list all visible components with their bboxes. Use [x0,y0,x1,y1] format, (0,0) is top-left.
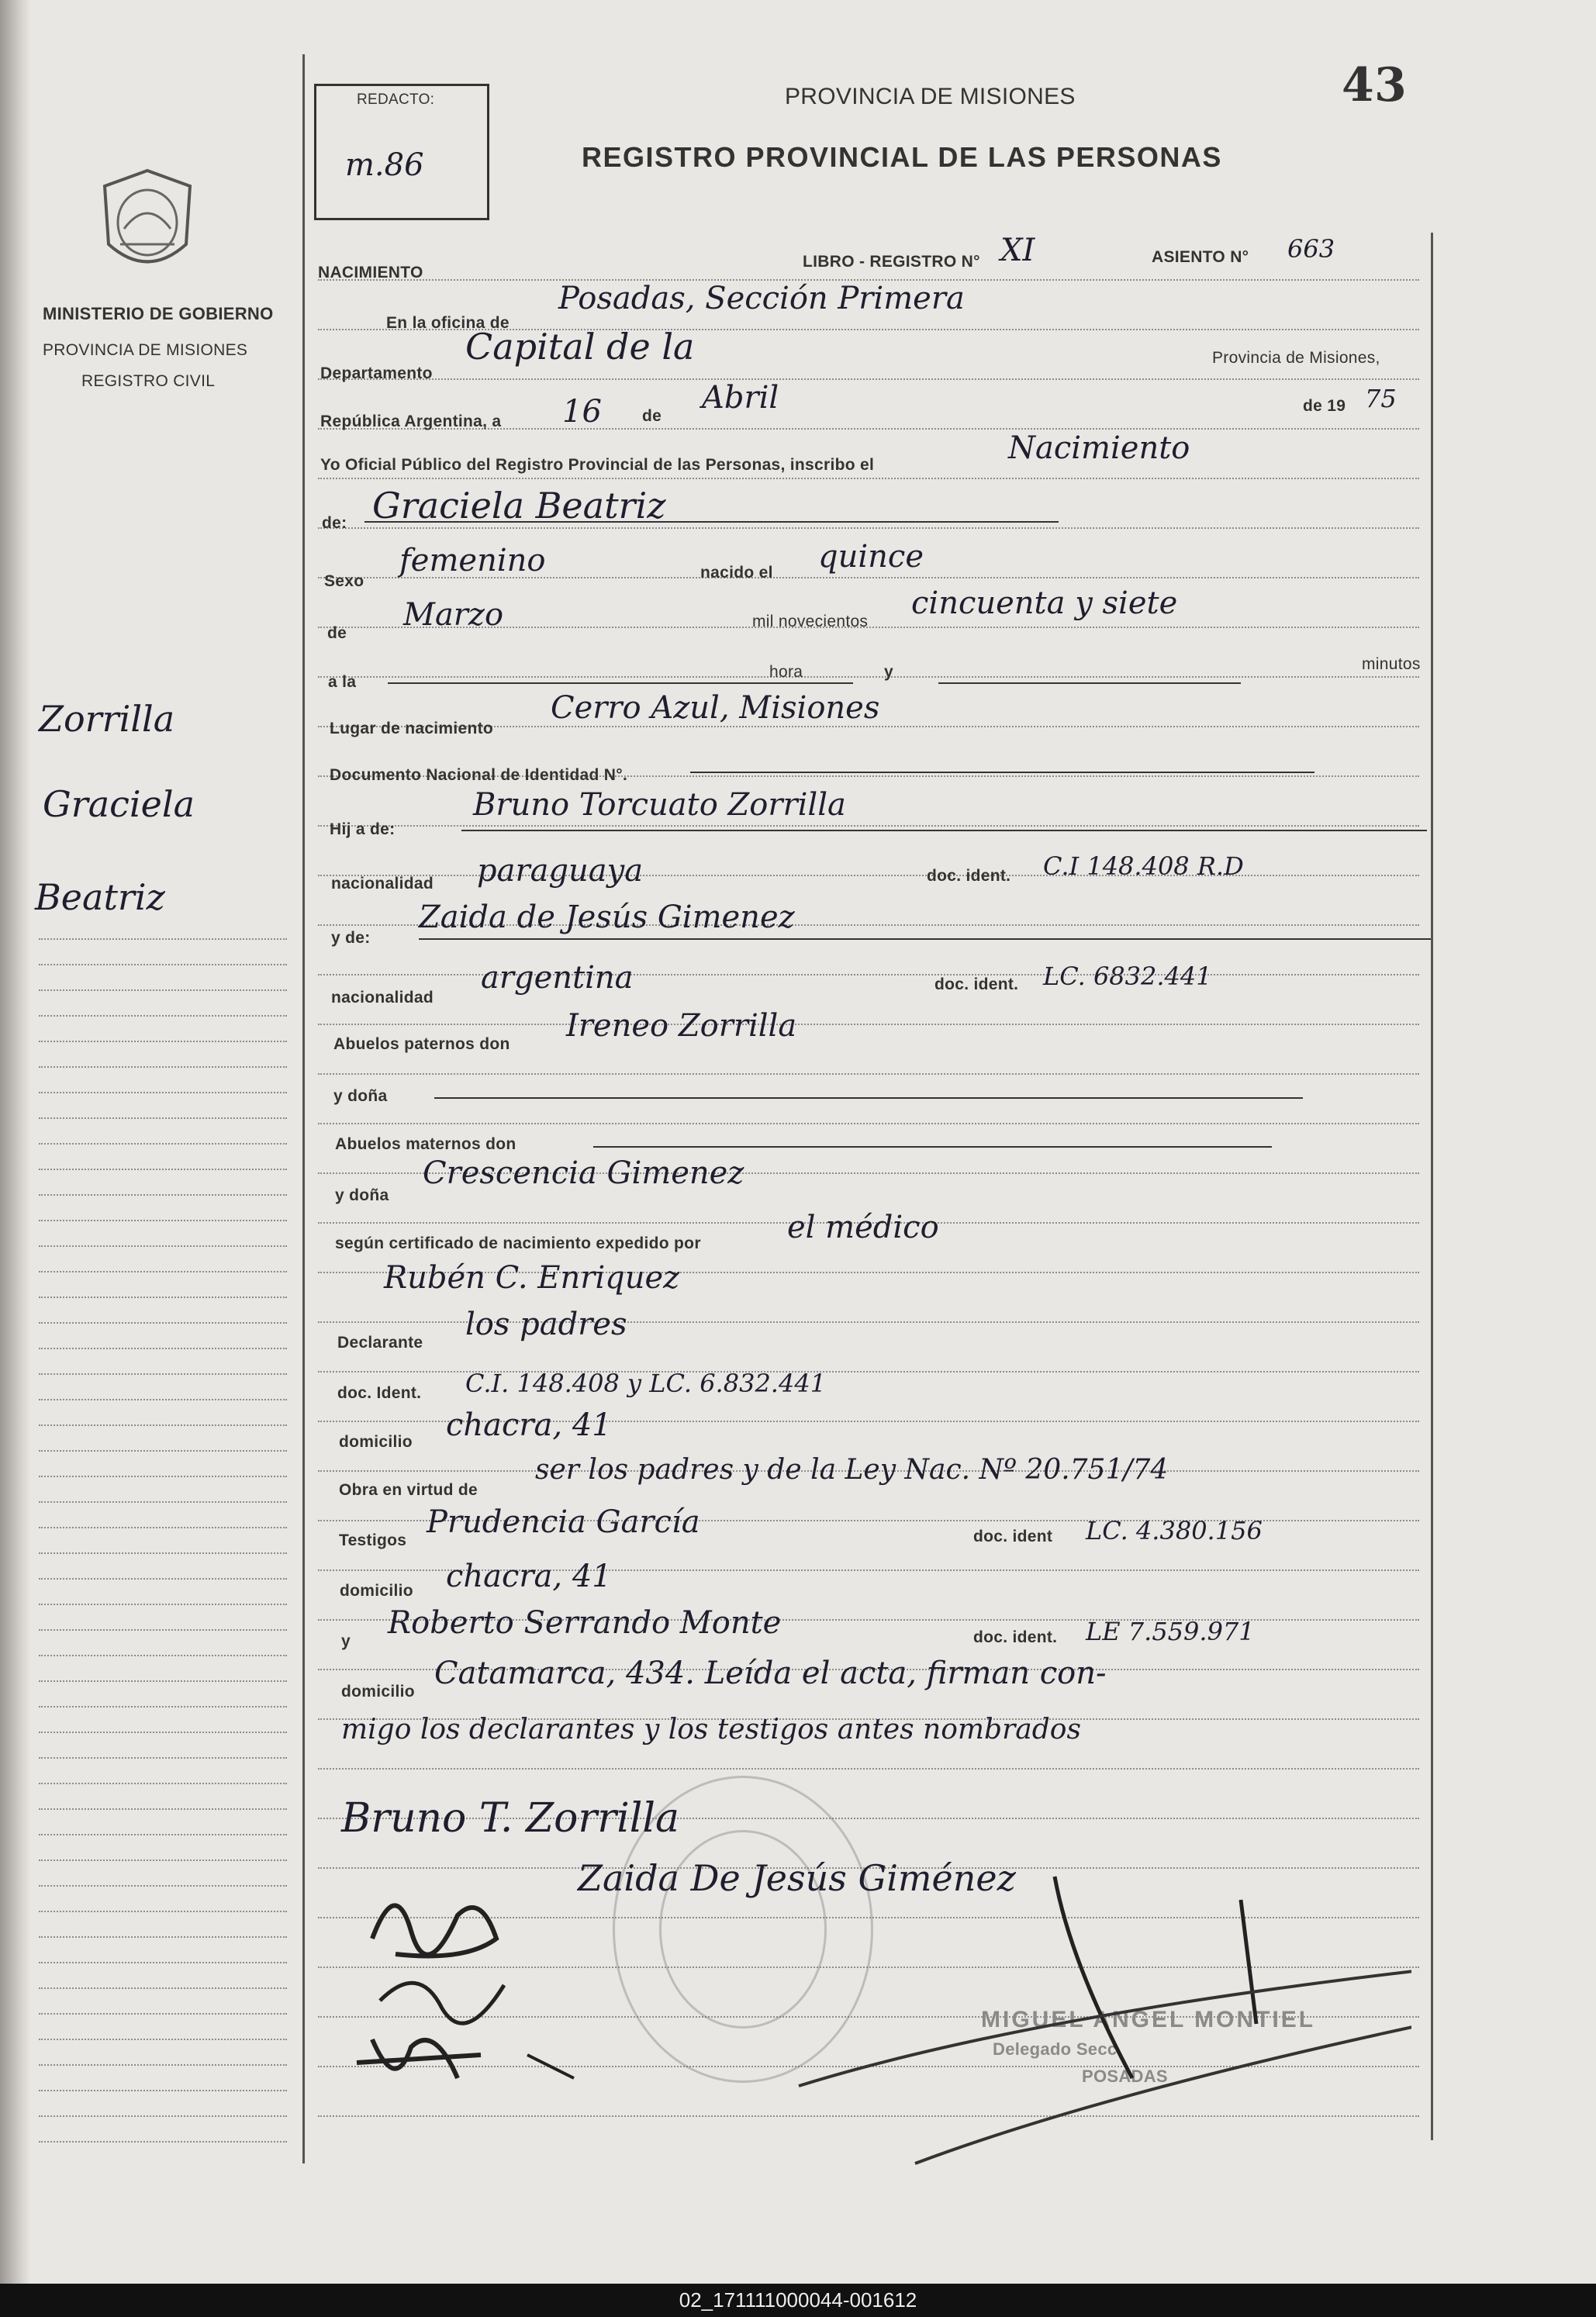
margin-ruled-line [39,1092,287,1093]
segun-label: según certificado de nacimiento expedido por [335,1234,701,1252]
doc-ident-decl-label: doc. Ident. [337,1384,422,1402]
margin-ruled-line [39,1655,287,1656]
margin-ruled-line [39,1578,287,1580]
margin-ruled-line [39,2141,287,2143]
margin-ruled-line [39,1117,287,1119]
departamento-label: Departamento [320,364,433,382]
nacido-label: nacido el [700,564,773,582]
nacionalidad-padre-label: nacionalidad [331,875,434,893]
minutos-label: minutos [1362,655,1421,673]
form-ruled-line [318,1073,1419,1075]
margin-ruled-line [39,1732,287,1733]
hora-label: hora [769,663,803,681]
signature-witness-scribbles [326,1846,1411,2171]
margin-ruled-line [39,1220,287,1221]
mes-nac-value: Marzo [403,597,504,633]
signature-mother: Zaida De Jesús Giménez [578,1857,1016,1899]
margin-ruled-line [39,1245,287,1247]
ministry-registry: REGISTRO CIVIL [81,372,216,390]
field-underline [938,682,1241,684]
margin-ruled-line [39,1859,287,1861]
form-ruled-line [318,378,1419,380]
form-ruled-line [318,1123,1419,1124]
segun-value: el médico [787,1210,939,1245]
obra-value: ser los padres y de la Ley Nac. Nº 20.751/74 [535,1454,1169,1486]
margin-ruled-line [39,1424,287,1426]
form-ruled-line [318,527,1419,529]
domicilio-label: domicilio [339,1433,413,1451]
medico-value: Rubén C. Enriquez [384,1260,680,1296]
margin-ruled-line [39,964,287,965]
margin-ruled-line [39,989,287,991]
margin-ruled-line [39,1297,287,1298]
sexo-value: femenino [399,543,546,578]
margin-ruled-line [39,1808,287,1810]
doc-ident-padre-label: doc. ident. [927,867,1011,885]
ministry-province: PROVINCIA DE MISIONES [43,341,248,359]
margin-ruled-line [39,1885,287,1887]
testigos-label: Testigos [339,1531,407,1549]
stamp-role: Delegado Secc. [993,2039,1122,2059]
departamento-value: Capital de la [465,326,695,368]
domicilio-t2-label: domicilio [341,1683,415,1701]
margin-ruled-line [39,1527,287,1528]
domicilio-value: chacra, 41 [446,1407,612,1443]
nacionalidad-madre-label: nacionalidad [331,989,434,1007]
nombre-label: de: [322,514,347,532]
stamp-city: POSADAS [1082,2067,1168,2086]
form-ruled-line [318,478,1419,479]
documento-label: Documento Nacional de Identidad N°. [330,766,628,784]
oficina-label: En la oficina de [386,314,510,332]
provincia-label: Provincia de Misiones, [1212,349,1380,367]
mil-label: mil novecientos [752,613,869,630]
margin-ruled-line [39,2090,287,2091]
libro-value: XI [1000,233,1035,268]
y-dona-label: y doña [333,1087,388,1105]
cierre-value: migo los declarantes y los testigos antes nombrados [341,1714,1081,1746]
nacido-value: quince [818,539,924,575]
nombre-value: Graciela Beatriz [372,485,666,527]
declarante-label: Declarante [337,1334,423,1352]
doc-t1-value: LC. 4.380.156 [1086,1516,1263,1545]
field-underline [434,1097,1303,1099]
abuelo-paterno-value: Ireneo Zorrilla [566,1008,797,1044]
y2-label: y [341,1632,351,1650]
declarante-value: los padres [465,1307,627,1342]
margin-ruled-line [39,1783,287,1784]
doc-padre-value: C.I 148.408 R.D [1043,851,1244,881]
field-underline [690,772,1314,773]
testigo1-value: Prudencia García [427,1504,700,1540]
margin-ruled-line [39,2064,287,2066]
margin-ruled-line [39,1936,287,1938]
margin-ruled-line [39,2115,287,2117]
margin-ruled-line [39,1373,287,1375]
de2-label: de [327,624,347,642]
domicilio-t1-value: chacra, 41 [446,1559,612,1594]
margin-ruled-line [39,1271,287,1272]
margin-ruled-line [39,1962,287,1963]
ministry-title: MINISTERIO DE GOBIERNO [43,304,274,323]
abuelos-maternos-label: Abuelos maternos don [335,1135,516,1153]
abuelos-paternos-label: Abuelos paternos don [333,1035,510,1053]
nac-madre-value: argentina [481,960,634,996]
margin-ruled-line [39,1911,287,1912]
y-dona-materna-label: y doña [335,1186,389,1204]
margin-ruled-line [39,1757,287,1759]
redacto-initials: m.86 [345,147,424,183]
margin-ruled-line [39,1552,287,1554]
margin-ruled-line [39,2013,287,2015]
padre-value: Bruno Torcuato Zorrilla [473,787,846,823]
a-la-label: a la [328,673,357,691]
field-underline [593,1146,1272,1148]
y-label: y [884,663,893,681]
nac-padre-value: paraguaya [477,853,644,889]
margin-ruled-line [39,1987,287,1989]
domicilio-t2-value: Catamarca, 434. Leída el acta, firman con- [434,1656,1107,1691]
asiento-value: 663 [1287,234,1335,264]
doc-decl-value: C.I. 148.408 y LC. 6.832.441 [465,1369,827,1398]
domicilio-t1-label: domicilio [340,1582,413,1600]
de-anio-label: de 19 [1303,397,1346,415]
margin-ruled-line [39,938,287,940]
doc-madre-value: LC. 6832.441 [1043,962,1212,991]
lugar-label: Lugar de nacimiento [330,720,494,737]
obra-label: Obra en virtud de [339,1481,478,1499]
margin-ruled-line [39,1399,287,1400]
margin-ruled-line [39,1476,287,1477]
signature-father: Bruno T. Zorrilla [341,1795,680,1842]
margin-ruled-line [39,1450,287,1452]
scan-id-footer: 02_171111000044-001612 [0,2284,1596,2317]
asiento-label: ASIENTO N° [1152,248,1249,266]
form-ruled-line [318,676,1419,678]
margin-ruled-line [39,1322,287,1324]
nacimiento-label: NACIMIENTO [318,264,423,281]
margin-surname: Zorrilla [39,698,175,740]
republica-label: República Argentina, a [320,413,502,430]
mes-value: Abril [702,380,779,416]
libro-label: LIBRO - REGISTRO N° [803,253,980,271]
field-underline [388,682,853,684]
dia-value: 16 [562,394,602,430]
province-heading: PROVINCIA DE MISIONES [785,84,1076,109]
doc-ident-t1-label: doc. ident [973,1528,1053,1545]
oficial-label: Yo Oficial Público del Registro Provincial de las Personas, inscribo el [320,456,875,474]
margin-ruled-line [39,1066,287,1068]
mil-value: cincuenta y siete [911,585,1178,621]
margin-ruled-line [39,1015,287,1017]
margin-ruled-line [39,1680,287,1682]
hija-label: Hij a de: [330,820,396,838]
margin-ruled-line [39,1604,287,1605]
field-underline [419,938,1431,940]
lugar-value: Cerro Azul, Misiones [551,690,880,726]
margin-first-name: Graciela [43,783,195,825]
abuela-materna-value: Crescencia Gimenez [423,1155,744,1191]
doc-ident-t2-label: doc. ident. [973,1628,1058,1646]
registry-title: REGISTRO PROVINCIAL DE LAS PERSONAS [582,141,1222,173]
margin-ruled-line [39,1706,287,1708]
margin-ruled-line [39,1041,287,1042]
y-de-label: y de: [331,929,371,947]
margin-ruled-line [39,1348,287,1349]
form-ruled-line [318,1768,1419,1770]
redacto-label: REDACTO: [357,92,435,108]
margin-ruled-line [39,1629,287,1631]
testigo2-value: Roberto Serrando Monte [388,1605,782,1641]
anio-value: 75 [1365,384,1397,413]
sexo-label: Sexo [324,572,364,590]
margin-ruled-line [39,1834,287,1835]
oficina-value: Posadas, Sección Primera [558,281,965,316]
doc-t2-value: LE 7.559.971 [1086,1617,1255,1646]
margin-ruled-line [39,1143,287,1145]
page-number: 43 [1342,58,1408,112]
frame-left-rule [302,54,305,2163]
form-ruled-line [318,1024,1419,1025]
provincial-seal-icon [97,167,198,283]
form-ruled-line [318,825,1419,827]
field-underline [461,830,1427,831]
margin-middle-name: Beatriz [35,876,165,918]
de-label: de [642,407,662,425]
stamp-name: MIGUEL ANGEL MONTIEL [981,2007,1316,2032]
margin-ruled-line [39,2039,287,2040]
book-binding [0,0,31,2284]
oficial-value: Nacimiento [1008,430,1190,466]
doc-ident-madre-label: doc. ident. [934,975,1019,993]
margin-ruled-line [39,1501,287,1503]
margin-ruled-line [39,1194,287,1196]
madre-value: Zaida de Jesús Gimenez [419,900,795,935]
margin-ruled-line [39,1169,287,1170]
frame-right-rule [1431,233,1433,2140]
